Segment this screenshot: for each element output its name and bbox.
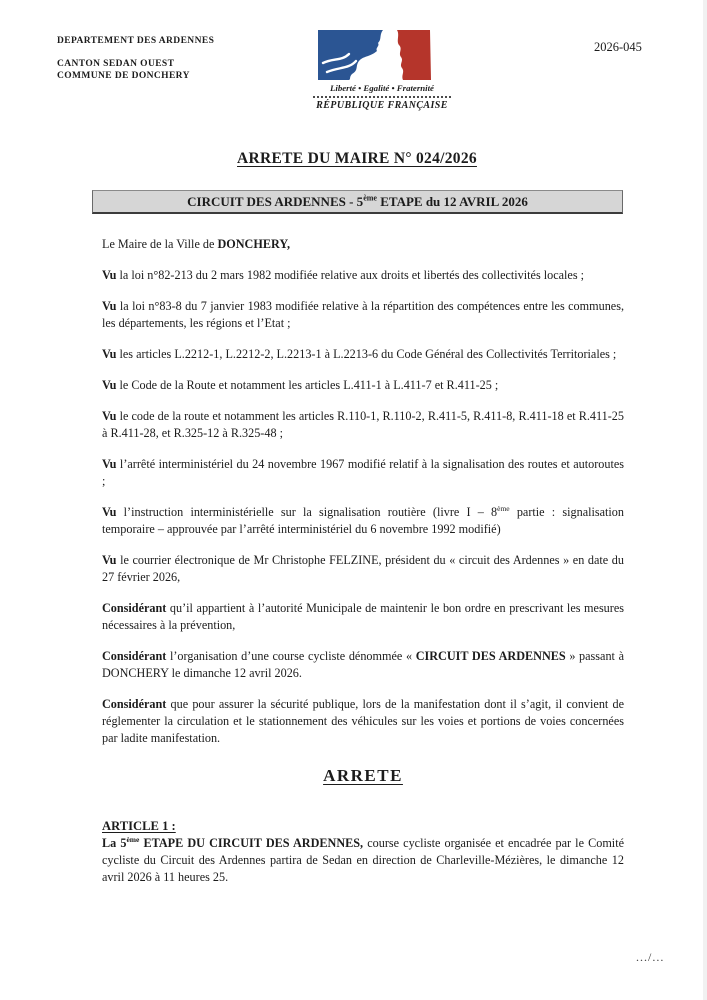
- vu-clause-3: Vu les articles L.2212-1, L.2212-2, L.2213-1 à L.2213-6 du Code Général des Collectivités Territoriales ;: [102, 347, 617, 361]
- logo-motto: Liberté • Egalité • Fraternité: [330, 83, 434, 93]
- vu-clause-7: Vu l’instruction interministérielle sur la signalisation routière (livre I – 8ème partie : signalisation temporaire – approuvée par l’arrêté interministériel du 6 novembre 1992 modifié): [102, 503, 624, 536]
- commune-name: DONCHERY,: [217, 237, 291, 251]
- vu-clause-5: Vu le code de la route et notamment les articles R.110-1, R.110-2, R.411-5, R.411-8, R.411-18 et R.411-25 à R.411-28, et R.325-12 à R.325-48 ;: [102, 409, 624, 440]
- scan-edge-shadow: [703, 0, 707, 1000]
- considerant-clause-1: Considérant qu’il appartient à l’autorité Municipale de maintenir le bon ordre en prescrivant les mesures nécessaires à la prévention,: [102, 601, 624, 632]
- marianne-flag-icon: [317, 30, 448, 80]
- logo-republic: RÉPUBLIQUE FRANÇAISE: [316, 100, 448, 111]
- page-continuation-mark: .../...: [636, 950, 665, 964]
- considerant-clause-3: Considérant que pour assurer la sécurité publique, lors de la manifestation dont il s’agit, il convient de réglementer la circulation et le stationnement des véhicules sur les voies et portions de voies concernées par ladite manifestation.: [102, 697, 624, 745]
- vu-clause-4: Vu le Code de la Route et notamment les articles L.411-1 à L.411-7 et R.411-25 ;: [102, 378, 499, 392]
- canton-line: CANTON SEDAN OUEST: [57, 59, 175, 69]
- issuing-authority-block: [57, 36, 214, 83]
- logo-divider: [313, 96, 451, 98]
- vu-clause-8: Vu le courrier électronique de Mr Christophe FELZINE, président du « circuit des Ardennes » en date du 27 février 2026,: [102, 553, 624, 584]
- vu-clause-1: Vu la loi n°82-213 du 2 mars 1982 modifiée relative aux droits et libertés des collectivités locales ;: [102, 268, 585, 282]
- reference-number: 2026-045: [594, 40, 642, 54]
- race-name: CIRCUIT DES ARDENNES: [415, 649, 566, 663]
- subtitle-post: ETAPE du 12 AVRIL 2026: [376, 194, 528, 209]
- intro-line: Le Maire de la Ville de DONCHERY,: [102, 237, 291, 251]
- commune-line: COMMUNE DE DONCHERY: [57, 71, 190, 81]
- arrete-heading: ARRETE: [323, 766, 403, 785]
- document-body: [102, 236, 624, 900]
- departement-line: DEPARTEMENT DES ARDENNES: [57, 36, 215, 46]
- article-1-text: La 5ème ETAPE DU CIRCUIT DES ARDENNES, course cycliste organisée et encadrée par le Comité cycliste du Circuit des Ardennes partira de Sedan en direction de Charleville-Mézières, le dimanche 12 avril 2026 à 11 heures 25.: [102, 834, 624, 884]
- document-title: ARRETE DU MAIRE N° 024/2026: [237, 150, 477, 167]
- republique-logo-block: [312, 30, 452, 111]
- article-1-heading: ARTICLE 1 :: [102, 819, 176, 833]
- subtitle-pre: CIRCUIT DES ARDENNES - 5: [187, 194, 364, 209]
- considerant-clause-2: Considérant l’organisation d’une course cycliste dénommée « CIRCUIT DES ARDENNES » passant à DONCHERY le dimanche 12 avril 2026.: [102, 649, 624, 680]
- subtitle-ordinal-sup: ème: [363, 193, 377, 203]
- subtitle-banner: [92, 190, 623, 214]
- vu-clause-2: Vu la loi n°83-8 du 7 janvier 1983 modifiée relative à la répartition des compétences entre les communes, les départements, les régions et l’Etat ;: [102, 299, 624, 330]
- vu-clause-6: Vu l’arrêté interministériel du 24 novembre 1967 modifié relatif à la signalisation des routes et autoroutes ;: [102, 457, 624, 488]
